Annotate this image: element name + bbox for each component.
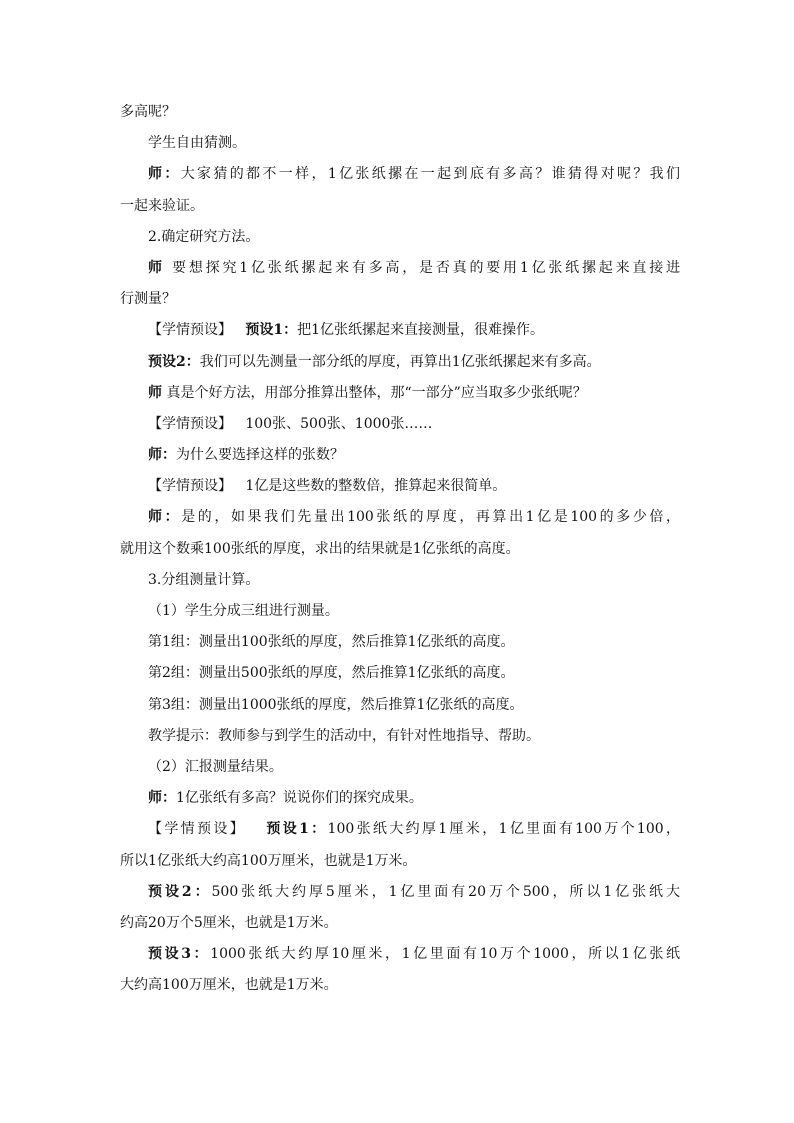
- paragraph-line: [120, 409, 680, 440]
- text: 100张、500张、1000张……: [245, 415, 433, 432]
- text: 约高20万个5厘米，也就是1万米。: [120, 914, 338, 931]
- preset-label: 预设2：: [148, 883, 212, 900]
- text: 1亿是这些数的整数倍，推算起来很简单。: [245, 478, 507, 495]
- text: 是的，如果我们先量出100张纸的厚度，再算出1亿是100的多少倍，: [181, 509, 680, 526]
- speaker-label: 师：: [148, 166, 181, 183]
- paragraph-line-continued: [120, 191, 680, 222]
- paragraph-line: [120, 627, 680, 658]
- speaker-label: 师：: [148, 447, 176, 464]
- text: 就用这个数乘100张纸的厚度，求出的结果就是1亿张纸的高度。: [120, 540, 520, 557]
- text: 1000张纸大约厚10厘米，1亿里面有10万个1000，所以1亿张纸: [210, 946, 680, 963]
- speaker-label: 师：: [148, 790, 176, 807]
- text: 大家猜的都不一样，1亿张纸摞在一起到底有多高？谁猜得对呢？我们: [180, 166, 680, 183]
- text: 一起来验证。: [120, 197, 204, 214]
- paragraph-line: [120, 378, 680, 409]
- text: 500张纸大约厚5厘米，1亿里面有20万个500，所以1亿张纸大: [211, 883, 680, 900]
- paragraph-line: [120, 690, 680, 721]
- paragraph-line: [120, 315, 680, 346]
- text: 多高呢？: [120, 104, 176, 120]
- lesson-content: [120, 97, 680, 1001]
- paragraph-line: [120, 253, 680, 284]
- text: 第2组：测量出500张纸的厚度，然后推算1亿张纸的高度。: [148, 665, 515, 682]
- preset-tag: 【学情预设】: [148, 821, 247, 838]
- text: 真是个好方法，用部分推算出整体，那“一部分”应当取多少张纸呢？: [162, 384, 587, 401]
- paragraph-line: [120, 97, 680, 128]
- paragraph-line: [120, 877, 680, 908]
- paragraph-line: [120, 783, 680, 814]
- paragraph-line: [120, 347, 680, 378]
- text: 行测量？: [120, 291, 176, 308]
- preset-label: 预设2：: [148, 353, 200, 370]
- text: （2）汇报测量结果。: [148, 758, 283, 775]
- section-heading: [120, 565, 680, 596]
- paragraph-line: [120, 471, 680, 502]
- paragraph-line: [120, 814, 680, 845]
- text: 要想探究1亿张纸摞起来有多高，是否真的要用1亿张纸摞起来直接进: [164, 259, 680, 276]
- paragraph-line-continued: [120, 908, 680, 939]
- speaker-label: 师: [148, 384, 162, 401]
- preset-label: 预设1：: [245, 322, 298, 339]
- preset-tag: 【学情预设】: [148, 415, 232, 432]
- text: 3.分组测量计算。: [148, 571, 260, 588]
- text: 第1组：测量出100张纸的厚度，然后推算1亿张纸的高度。: [148, 634, 515, 651]
- text: 为什么要选择这样的张数？: [176, 447, 344, 464]
- paragraph-line: [120, 502, 680, 533]
- text: 把1亿张纸摞起来直接测量，很难操作。: [297, 322, 545, 339]
- section-heading: [120, 222, 680, 253]
- text: 100张纸大约厚1厘米，1亿里面有100万个100，: [327, 821, 680, 838]
- speaker-label: 师: [148, 259, 165, 276]
- paragraph-line: [120, 128, 680, 159]
- paragraph-line-continued: [120, 970, 680, 1001]
- text: 第3组：测量出1000张纸的厚度，然后推算1亿张纸的高度。: [148, 696, 524, 713]
- speaker-label: 师：: [148, 509, 182, 526]
- preset-label: 预设1：: [266, 821, 328, 838]
- text: 所以1亿张纸大约高100万厘米，也就是1万米。: [120, 852, 417, 869]
- text: 教学提示：教师参与到学生的活动中，有针对性地指导、帮助。: [148, 727, 540, 744]
- teaching-tip: [120, 721, 680, 752]
- paragraph-line-continued: [120, 846, 680, 877]
- preset-tag: 【学情预设】: [148, 478, 232, 495]
- paragraph-line: [120, 596, 680, 627]
- paragraph-line: [120, 440, 680, 471]
- text: 学生自由猜测。: [148, 135, 246, 152]
- preset-tag: 【学情预设】: [148, 322, 232, 339]
- preset-label: 预设3：: [148, 946, 211, 963]
- paragraph-line-continued: [120, 284, 680, 315]
- text: 2.确定研究方法。: [148, 228, 260, 245]
- paragraph-line: [120, 658, 680, 689]
- text: 大约高100万厘米，也就是1万米。: [120, 977, 338, 994]
- paragraph-line-continued: [120, 534, 680, 565]
- paragraph-line: [120, 939, 680, 970]
- text: 1亿张纸有多高？说说你们的探究成果。: [176, 790, 423, 807]
- paragraph-line: [120, 752, 680, 783]
- text: （1）学生分成三组进行测量。: [148, 603, 339, 619]
- text: 我们可以先测量一部分纸的厚度，再算出1亿张纸摞起来有多高。: [199, 353, 601, 370]
- paragraph-line: [120, 159, 680, 190]
